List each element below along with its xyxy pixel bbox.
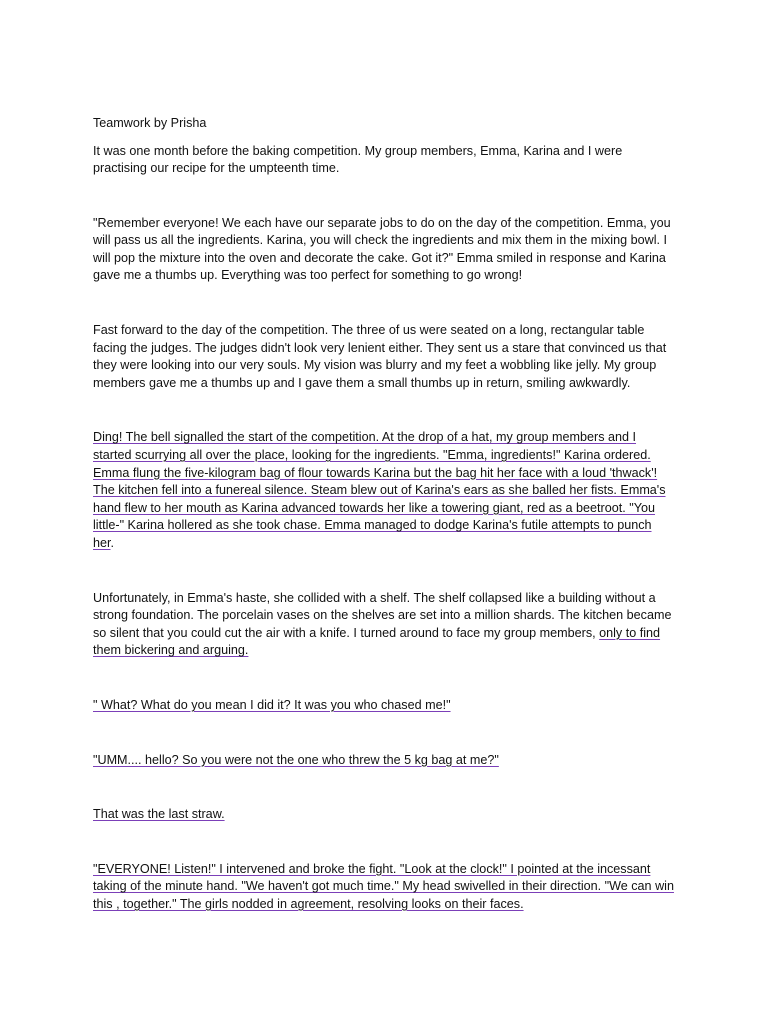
underlined-text: only to find them bickering and arguing.	[93, 625, 661, 658]
underlined-text: That was the last straw.	[93, 807, 225, 822]
paragraph-spacer	[93, 285, 675, 322]
paragraph-3: Fast forward to the day of the competition. The three of us were seated on a long, rectangular table facing the judges. The judges didn't look very lenient either. They sent us a stare that convinced us that they were looking into our very souls. My vision was blurry and my feet a wobbling like jelly. My group members gave me a thumbs up and I gave them a small thumbs up in return, smiling awkwardly.	[93, 323, 667, 390]
underlined-text: Ding! The bell signalled the start of the competition. At the drop of a hat, my group members and I started scurrying all over the place, looking for the ingredients. "Emma, ingredients!" Karina ordered. Emma flung the five-kilogram bag of flour towards Karina but the bag hit her face with a loud 'thwack'! The kitchen fell into a funereal silence. Steam blew out of Karina's ears as she balled her fists. Emma's hand flew to her mouth as Karina advanced towards her like a towering giant, red as a beetroot. "You little-" Karina hollered as she took chase. Emma managed to dodge Karina's futile attempts to punch her	[93, 430, 666, 550]
document-title: Teamwork by Prisha	[93, 116, 207, 130]
paragraph-8	[93, 806, 675, 824]
paragraph-spacer	[93, 178, 675, 215]
plain-text: Unfortunately, in Emma's haste, she collided with a shelf. The shelf collapsed like a building without a strong foundation. The porcelain vases on the shelves are set into a million shards. The kitchen became so silent that you could cut the air with a knife. I turned around to face my group members,	[93, 590, 672, 640]
paragraph-spacer	[93, 715, 675, 752]
paragraph-9	[93, 861, 675, 914]
underlined-text: "EVERYONE! Listen!" I intervened and broke the fight. "Look at the clock!" I pointed at the incessant taking of the minute hand. "We haven't got much time." My head swivelled in their direction. "We can win this , together." The girls nodded in agreement, resolving looks on their faces.	[93, 861, 674, 911]
paragraph-spacer	[93, 824, 675, 861]
paragraph-7	[93, 752, 675, 770]
underlined-text: "UMM.... hello? So you were not the one who threw the 5 kg bag at me?"	[93, 752, 499, 767]
paragraph-spacer	[93, 660, 675, 697]
paragraph-2: "Remember everyone! We each have our separate jobs to do on the day of the competition. Emma, you will pass us all the ingredients. Karina, you will check the ingredients and mix them in the mixing bowl. I will pop the mixture into the oven and decorate the cake. Got it?" Emma smiled in response and Karina gave me a thumbs up. Everything was too perfect for something to go wrong!	[93, 215, 671, 283]
document-page	[93, 115, 675, 914]
paragraph-1: It was one month before the baking competition. My group members, Emma, Karina and I were practising our recipe for the umpteenth time.	[93, 143, 623, 176]
paragraph-5	[93, 590, 675, 660]
paragraph-spacer	[93, 392, 675, 429]
paragraph-spacer	[93, 553, 675, 590]
paragraph-6	[93, 697, 675, 715]
plain-text: .	[110, 536, 115, 550]
underlined-text: " What? What do you mean I did it? It was you who chased me!"	[93, 697, 451, 712]
paragraph-4	[93, 429, 675, 552]
paragraph-spacer	[93, 769, 675, 806]
